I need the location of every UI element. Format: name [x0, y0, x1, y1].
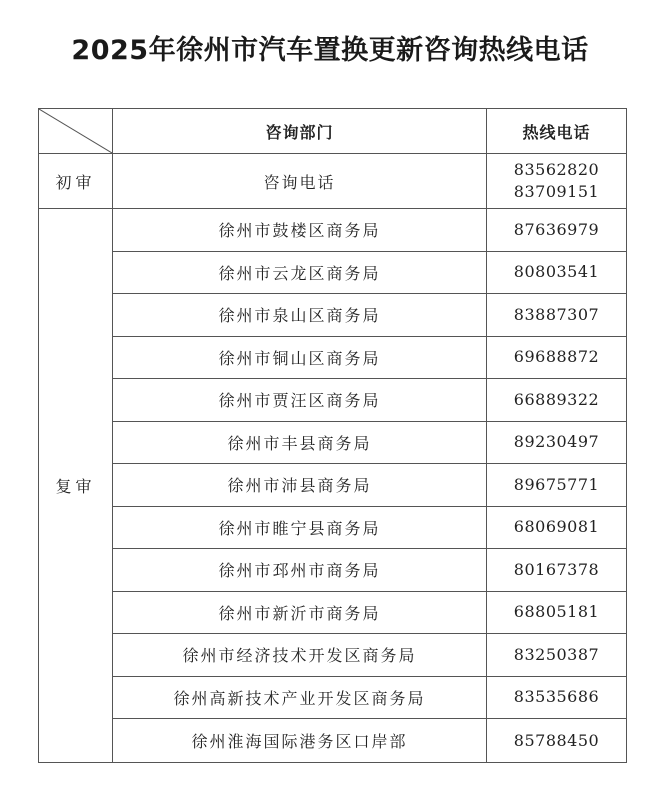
department-cell: 徐州市沛县商务局	[113, 464, 487, 507]
table-row	[39, 209, 627, 252]
department-cell: 徐州市铜山区商务局	[113, 336, 487, 379]
table-row	[39, 719, 627, 763]
phone-cell: 89675771	[487, 464, 627, 507]
phone-cell: 80803541	[487, 251, 627, 294]
table-row	[39, 591, 627, 634]
phone-cell	[487, 154, 627, 209]
table-row	[39, 549, 627, 592]
header-phone: 热线电话	[487, 109, 627, 154]
diagonal-header-cell	[39, 109, 113, 154]
table-row	[39, 294, 627, 337]
department-cell: 徐州市鼓楼区商务局	[113, 209, 487, 252]
table-row	[39, 421, 627, 464]
department-cell: 咨询电话	[113, 154, 487, 209]
phone-cell: 68069081	[487, 506, 627, 549]
phone-cell: 87636979	[487, 209, 627, 252]
table-row-initial	[39, 154, 627, 209]
hotline-table	[38, 108, 627, 763]
table-row	[39, 634, 627, 677]
table-row	[39, 379, 627, 422]
department-cell: 徐州市邳州市商务局	[113, 549, 487, 592]
department-cell: 徐州市经济技术开发区商务局	[113, 634, 487, 677]
phone-number: 83709151	[513, 182, 600, 201]
header-department: 咨询部门	[113, 109, 487, 154]
table-row	[39, 464, 627, 507]
phone-cell: 69688872	[487, 336, 627, 379]
phone-cell: 83887307	[487, 294, 627, 337]
department-cell: 徐州高新技术产业开发区商务局	[113, 676, 487, 719]
phone-cell: 83535686	[487, 676, 627, 719]
department-cell: 徐州市泉山区商务局	[113, 294, 487, 337]
stage-initial: 初审	[39, 154, 113, 209]
table-row	[39, 251, 627, 294]
phone-cell: 68805181	[487, 591, 627, 634]
phone-cell: 89230497	[487, 421, 627, 464]
department-cell: 徐州市云龙区商务局	[113, 251, 487, 294]
department-cell: 徐州市睢宁县商务局	[113, 506, 487, 549]
phone-number: 83562820	[513, 160, 600, 179]
page-title: 2025年徐州市汽车置换更新咨询热线电话	[71, 35, 589, 66]
diagonal-line	[39, 109, 112, 153]
phone-cell: 85788450	[487, 719, 627, 763]
phone-cell: 83250387	[487, 634, 627, 677]
phone-cell: 66889322	[487, 379, 627, 422]
department-cell: 徐州市新沂市商务局	[113, 591, 487, 634]
phone-cell: 80167378	[487, 549, 627, 592]
table-row	[39, 506, 627, 549]
department-cell: 徐州淮海国际港务区口岸部	[113, 719, 487, 763]
department-cell: 徐州市丰县商务局	[113, 421, 487, 464]
table-row	[39, 676, 627, 719]
stage-review: 复审	[39, 209, 113, 763]
table-row	[39, 336, 627, 379]
table-header-row	[39, 109, 627, 154]
department-cell: 徐州市贾汪区商务局	[113, 379, 487, 422]
